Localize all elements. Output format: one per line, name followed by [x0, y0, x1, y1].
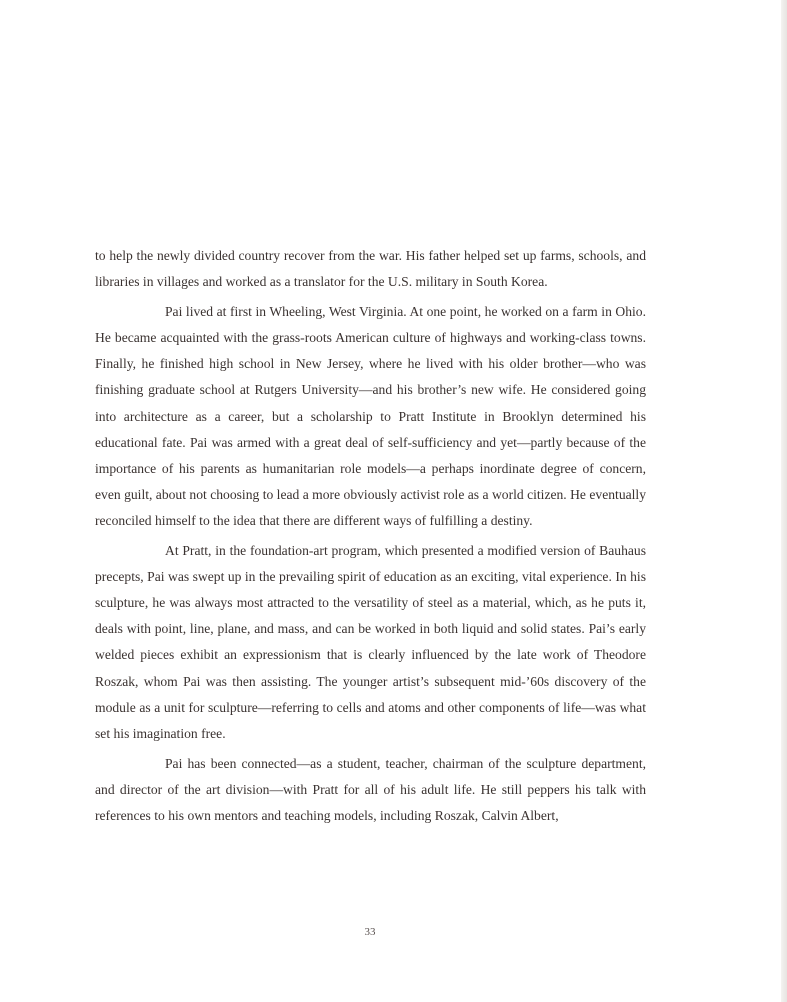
paragraph-1: to help the newly divided country recover from the war. His father helped set up farms, schools, and libraries in villages and worked as a translator for the U.S. military in South Korea. — [95, 248, 646, 290]
paragraph-3: At Pratt, in the foundation-art program, which presented a modified version of Bauhaus precepts, Pai was swept up in the prevailing spirit of education as an exciting, vital experience. In his sculpture, he was always most attracted to the versatility of steel as a material, which, as he puts it, deals with point, line, plane, and mass, and can be worked in both liquid and solid states. Pai’s early welded pieces exhibit an expressionism that is clearly influenced by the late work of Theodore Roszak, whom Pai was then assisting. The younger artist’s subsequent mid-’60s discovery of the module as a unit for sculpture—referring to cells and atoms and other components of life—was what set his imagination free. — [95, 543, 646, 741]
paragraph-2: Pai lived at first in Wheeling, West Virginia. At one point, he worked on a farm in Ohio. He became acquainted with the grass-roots American culture of highways and working-class towns. Finally, he finished high school in New Jersey, where he lived with his older brother—who was finishing graduate school at Rutgers University—and his brother’s new wife. He considered going into architecture as a career, but a scholarship to Pratt Institute in Brooklyn determined his educational fate. Pai was armed with a great deal of self-sufficiency and yet—partly because of the importance of his parents as humanitarian role models—a perhaps inordinate degree of concern, even guilt, about not choosing to lead a more obviously activist role as a world citizen. He eventually reconciled himself to the idea that there are different ways of fulfilling a destiny. — [95, 304, 646, 528]
page-number: 33 — [364, 926, 376, 938]
body-text — [95, 243, 646, 833]
page-edge-shadow — [781, 0, 787, 1002]
paragraph-4: Pai has been connected—as a student, teacher, chairman of the sculpture department, and director of the art division—with Pratt for all of his adult life. He still peppers his talk with references to his own mentors and teaching models, including Roszak, Calvin Albert, — [95, 755, 646, 823]
